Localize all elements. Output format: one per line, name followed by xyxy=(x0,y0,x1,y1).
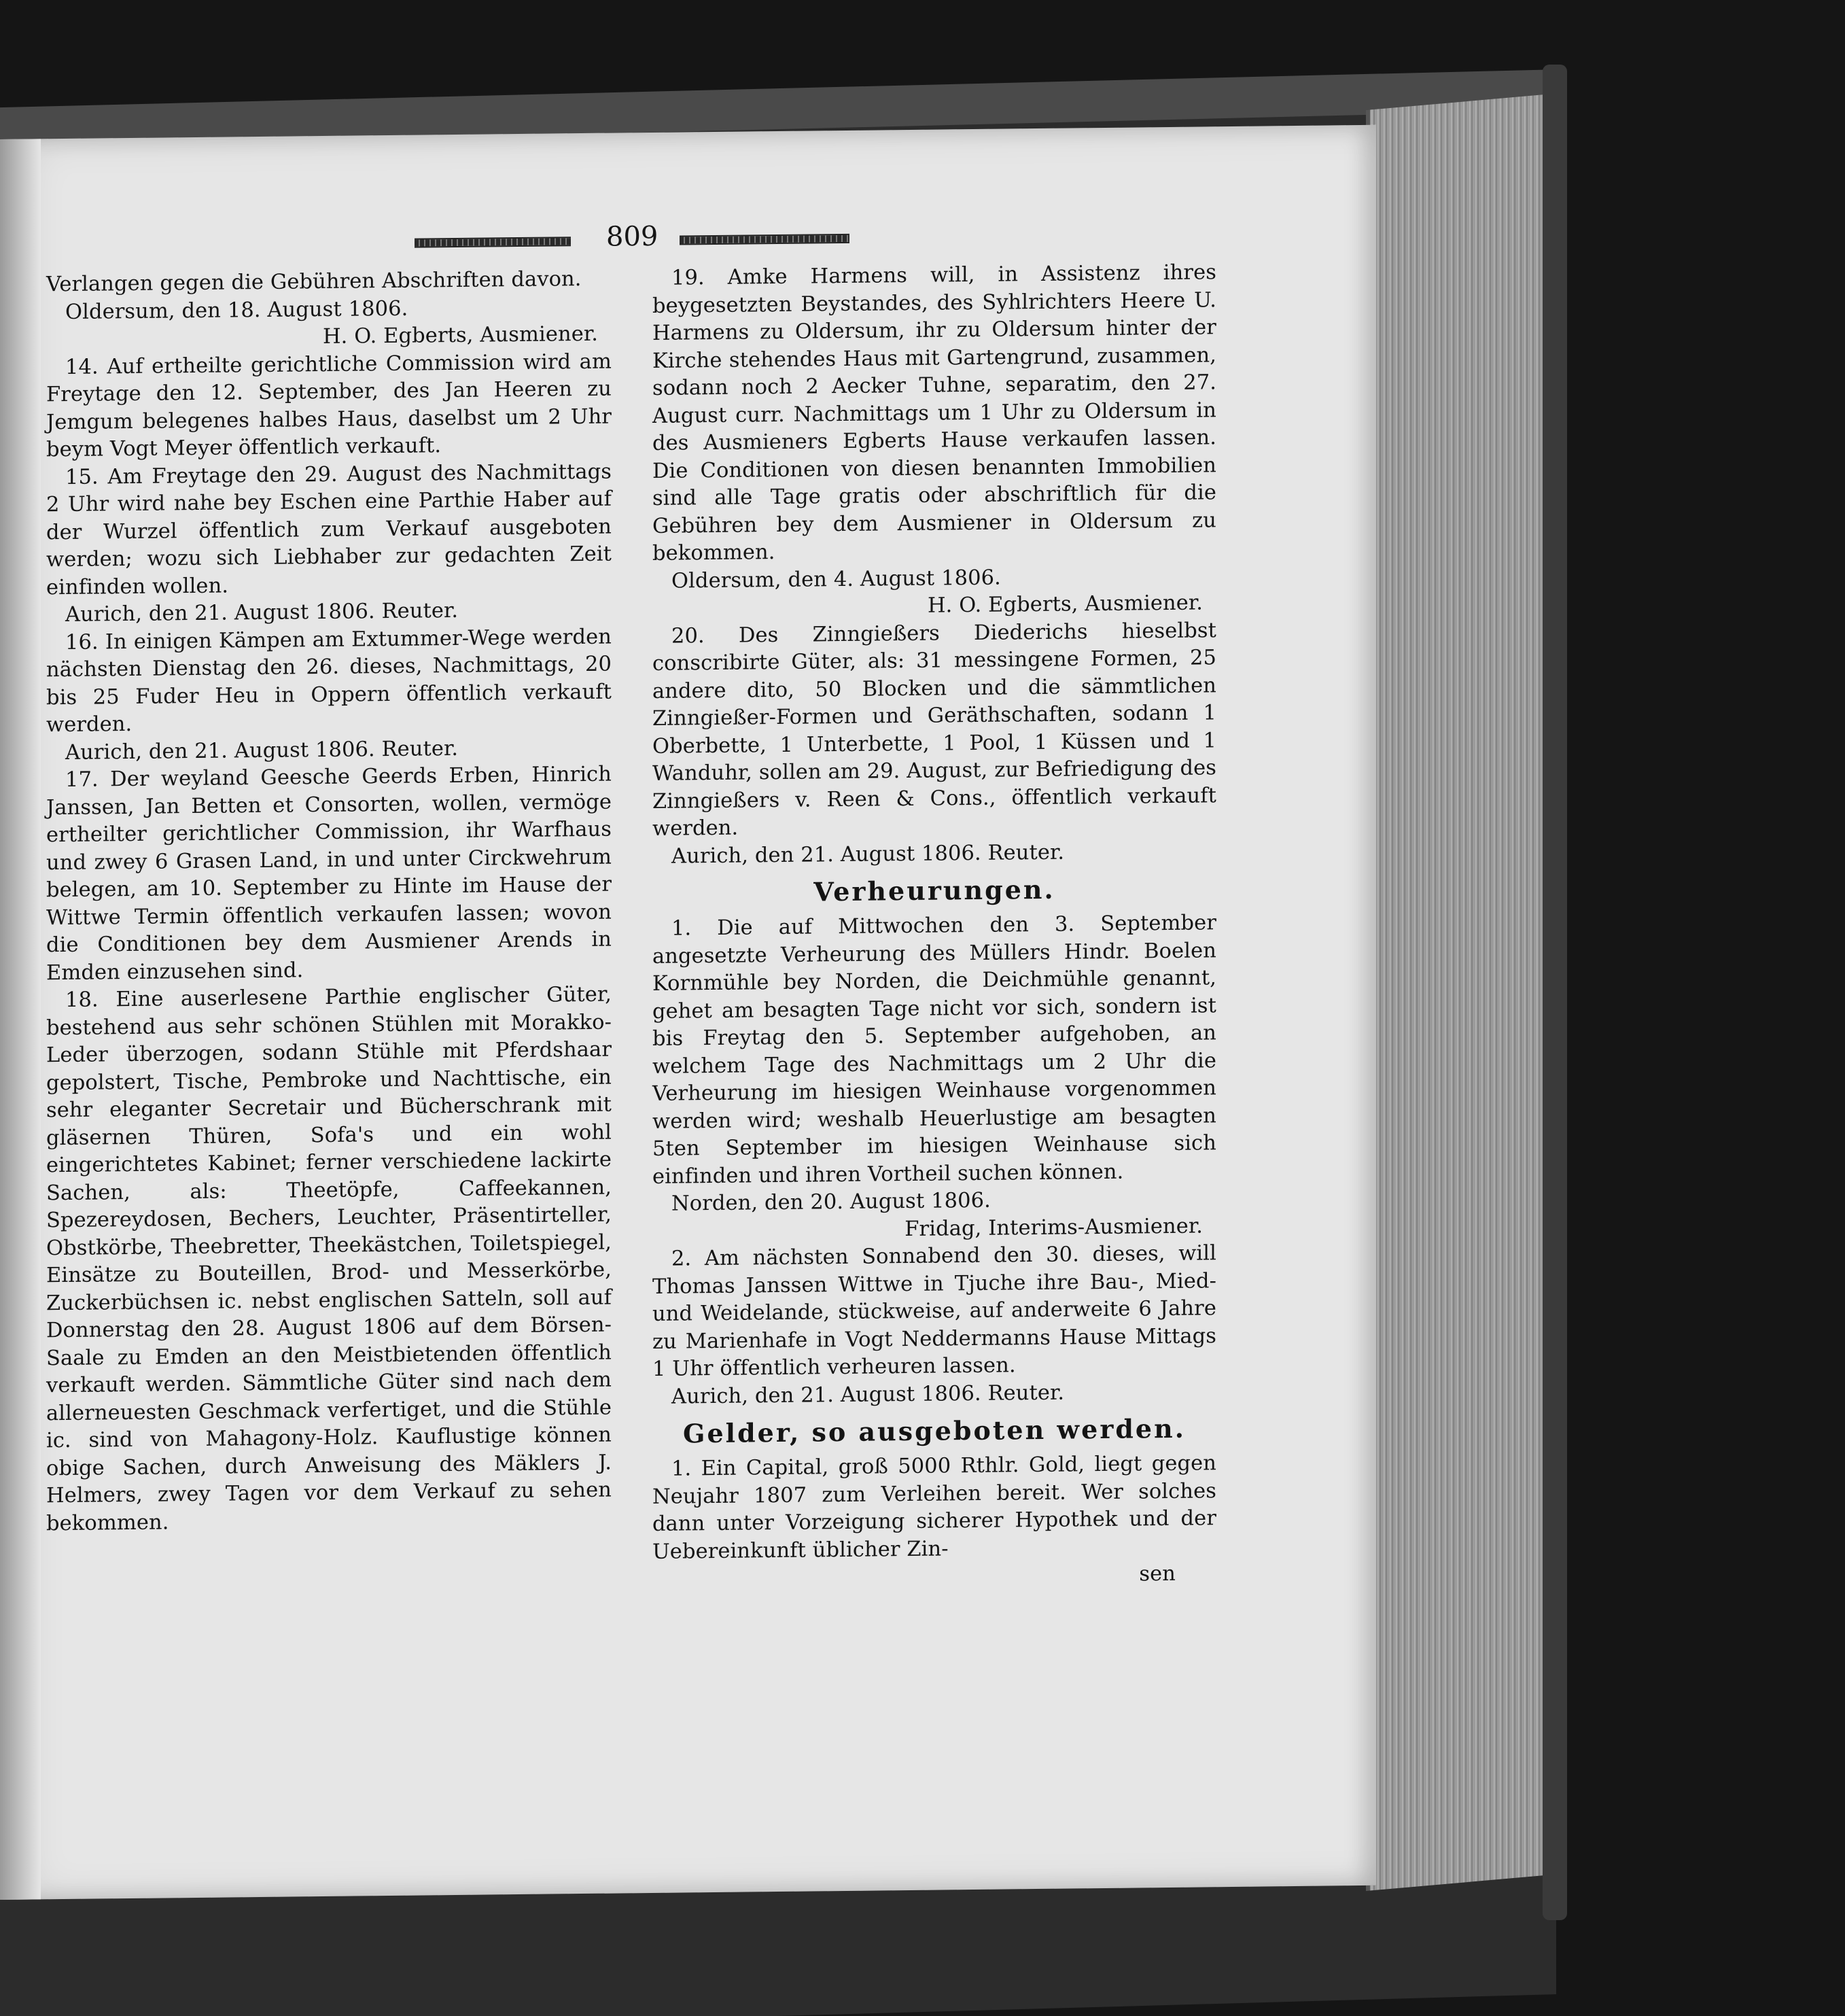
signature: Fridag, Interims-Ausmiener. xyxy=(904,1213,1203,1241)
signature: H. O. Egberts, Ausmiener. xyxy=(927,591,1203,618)
notice-paragraph: 15. Am Freytage den 29. August des Nachmittags 2 Uhr wird nahe bey Eschen eine Parthie Haber auf der Wurzel öffentlich zum Verkauf ausgeboten werden; wozu sich Liebhaber zur gedachten Zeit einfinden wollen. xyxy=(46,459,612,599)
dateline: Aurich, den 21. August 1806. Reuter. xyxy=(65,736,459,765)
page-header xyxy=(415,219,849,264)
page-gutter xyxy=(0,139,41,1900)
notice-paragraph: 20. Des Zinngießers Diederichs hieselbst conscribirte Güter, als: 31 messingene Formen, 25 andere dito, 50 Blocken und die sämmtlichen Zinngießer-Formen und Geräthschaften, sodann 1 Oberbette, 1 Unterbette, 1 Pool, 1 Küssen und 1 Wanduhr, sollen am 29. August, zur Befriedigung des Zinngießers v. Reen & Cons., öffentlich verkauft werden. xyxy=(652,618,1216,841)
notice-paragraph: 1. Ein Capital, groß 5000 Rthlr. Gold, liegt gegen Neujahr 1807 zum Verleihen bereit. Wer solches dann unter Vorzeigung sicherer Hypothek und der Uebereinkunft üblicher Zin- xyxy=(652,1451,1216,1564)
section-heading: Gelder, so ausgeboten werden. xyxy=(683,1412,1186,1449)
section-heading: Verheurungen. xyxy=(813,873,1055,907)
dateline: Oldersum, den 18. August 1806. xyxy=(65,296,408,324)
right-column xyxy=(652,259,1216,1593)
dateline: Aurich, den 21. August 1806. Reuter. xyxy=(671,840,1065,869)
notice-paragraph: 2. Am nächsten Sonnabend den 30. dieses, will Thomas Janssen Wittwe in Tjuche ihre Bau-, Mied- und Weidelande, stückweise, auf anderweite 6 Jahre zu Marienhafe in Vogt Neddermanns Hause Mittags 1 Uhr öffentlich verheuren lassen. xyxy=(652,1241,1216,1381)
header-rule-left xyxy=(415,237,571,247)
dateline: Oldersum, den 4. August 1806. xyxy=(671,566,1001,593)
notice-paragraph: 14. Auf ertheilte gerichtliche Commission wird am Freytage den 12. September, des Jan Heeren zu Jemgum belegenes halbes Haus, daselbst um 2 Uhr beym Vogt Meyer öffentlich verkauft. xyxy=(46,349,612,462)
notice-paragraph: 18. Eine auserlesene Parthie englischer Güter, bestehend aus sehr schönen Stühlen mit Morakko-Leder überzogen, sodann Stühle mit Pferdshaar gepolstert, Tische, Pembroke und Nachttische, ein sehr eleganter Secretair und Bücherschrank mit gläsernen Thüren, Sofa's und ein wohl eingerichtetes Kabinet; ferner verschiedene lackirte Sachen, als: Theetöpfe, Caffeekannen, Spezereydosen, Bechers, Leuchter, Präsentirteller, Obstkörbe, Theebretter, Theekästchen, Toiletspiegel, Einsätze zu Bouteillen, Brod- und Messerkörbe, Zuckerbüchsen ic. nebst englischen Satteln, soll auf Donnerstag den 28. August 1806 auf dem Börsen-Saale zu Emden an den Meistbietenden öffentlich verkauft werden. Sämmtliche Güter sind nach dem allerneuesten Geschmack verfertiget, und die Stühle ic. sind von Mahagony-Holz. Kauflustige können obige Sachen, durch Anweisung des Mäklers J. Helmers, zwey Tagen vor dem Verkauf zu sehen bekommen. xyxy=(46,982,612,1535)
left-column xyxy=(46,266,612,1538)
signature: H. O. Egberts, Ausmiener. xyxy=(322,321,598,349)
header-rule-right xyxy=(680,234,849,245)
page-stack-edges xyxy=(1366,94,1553,1891)
notice-paragraph: 16. In einigen Kämpen am Extummer-Wege werden nächsten Dienstag den 26. dieses, Nachmittags, 20 bis 25 Fuder Heu in Oppern öffentlich verkauft werden. xyxy=(46,625,612,737)
page-number: 809 xyxy=(606,220,658,253)
notice-paragraph: 17. Der weyland Geesche Geerds Erben, Hinrich Janssen, Jan Betten et Consorten, wollen, vermöge ertheilter gerichtlicher Commission, ihr Warfhaus und zwey 6 Grasen Land, in und unter Circkwehrum belegen, am 10. September zu Hinte im Hause der Wittwe Termin öffentlich verkaufen lassen; wovon die Conditionen bey dem Ausmiener Arends in Emden einzusehen sind. xyxy=(46,762,612,985)
continued-paragraph: Verlangen gegen die Gebühren Abschriften davon. xyxy=(46,267,582,297)
dateline: Aurich, den 21. August 1806. Reuter. xyxy=(65,598,459,627)
cover-spine xyxy=(1543,65,1567,1920)
notice-paragraph: 19. Amke Harmens will, in Assistenz ihres beygesetzten Beystandes, des Syhlrichters Heere U. Harmens zu Oldersum, ihr zu Oldersum hinter der Kirche stehendes Haus mit Gartengrund, zusammen, sodann noch 2 Aecker Tuhne, separatim, den 27. August curr. Nachmittags um 1 Uhr zu Oldersum in des Ausmieners Egberts Hause verkaufen lassen. Die Conditionen von diesen benannten Immobilien sind alle Tage gratis oder abschriftlich für die Gebühren bey dem Ausmiener in Oldersum zu bekommen. xyxy=(652,260,1216,566)
dateline: Aurich, den 21. August 1806. Reuter. xyxy=(671,1380,1065,1409)
notice-paragraph: 1. Die auf Mittwochen den 3. September angesetzte Verheurung des Müllers Hindr. Boelen Kornmühle bey Norden, die Deichmühle genannt, gehet am besagten Tage nicht vor sich, sondern ist bis Freytag den 5. September aufgehoben, an welchem Tage des Nachmittags um 2 Uhr die Verheurung im hiesigen Weinhause vorgenommen werden wird; weshalb Heuerlustige am besagten 5ten September im hiesigen Weinhause sich einfinden und ihren Vortheil suchen können. xyxy=(652,911,1216,1189)
dateline: Norden, den 20. August 1806. xyxy=(671,1188,991,1216)
catchword: sen xyxy=(1139,1561,1176,1586)
book-page xyxy=(0,125,1376,1900)
